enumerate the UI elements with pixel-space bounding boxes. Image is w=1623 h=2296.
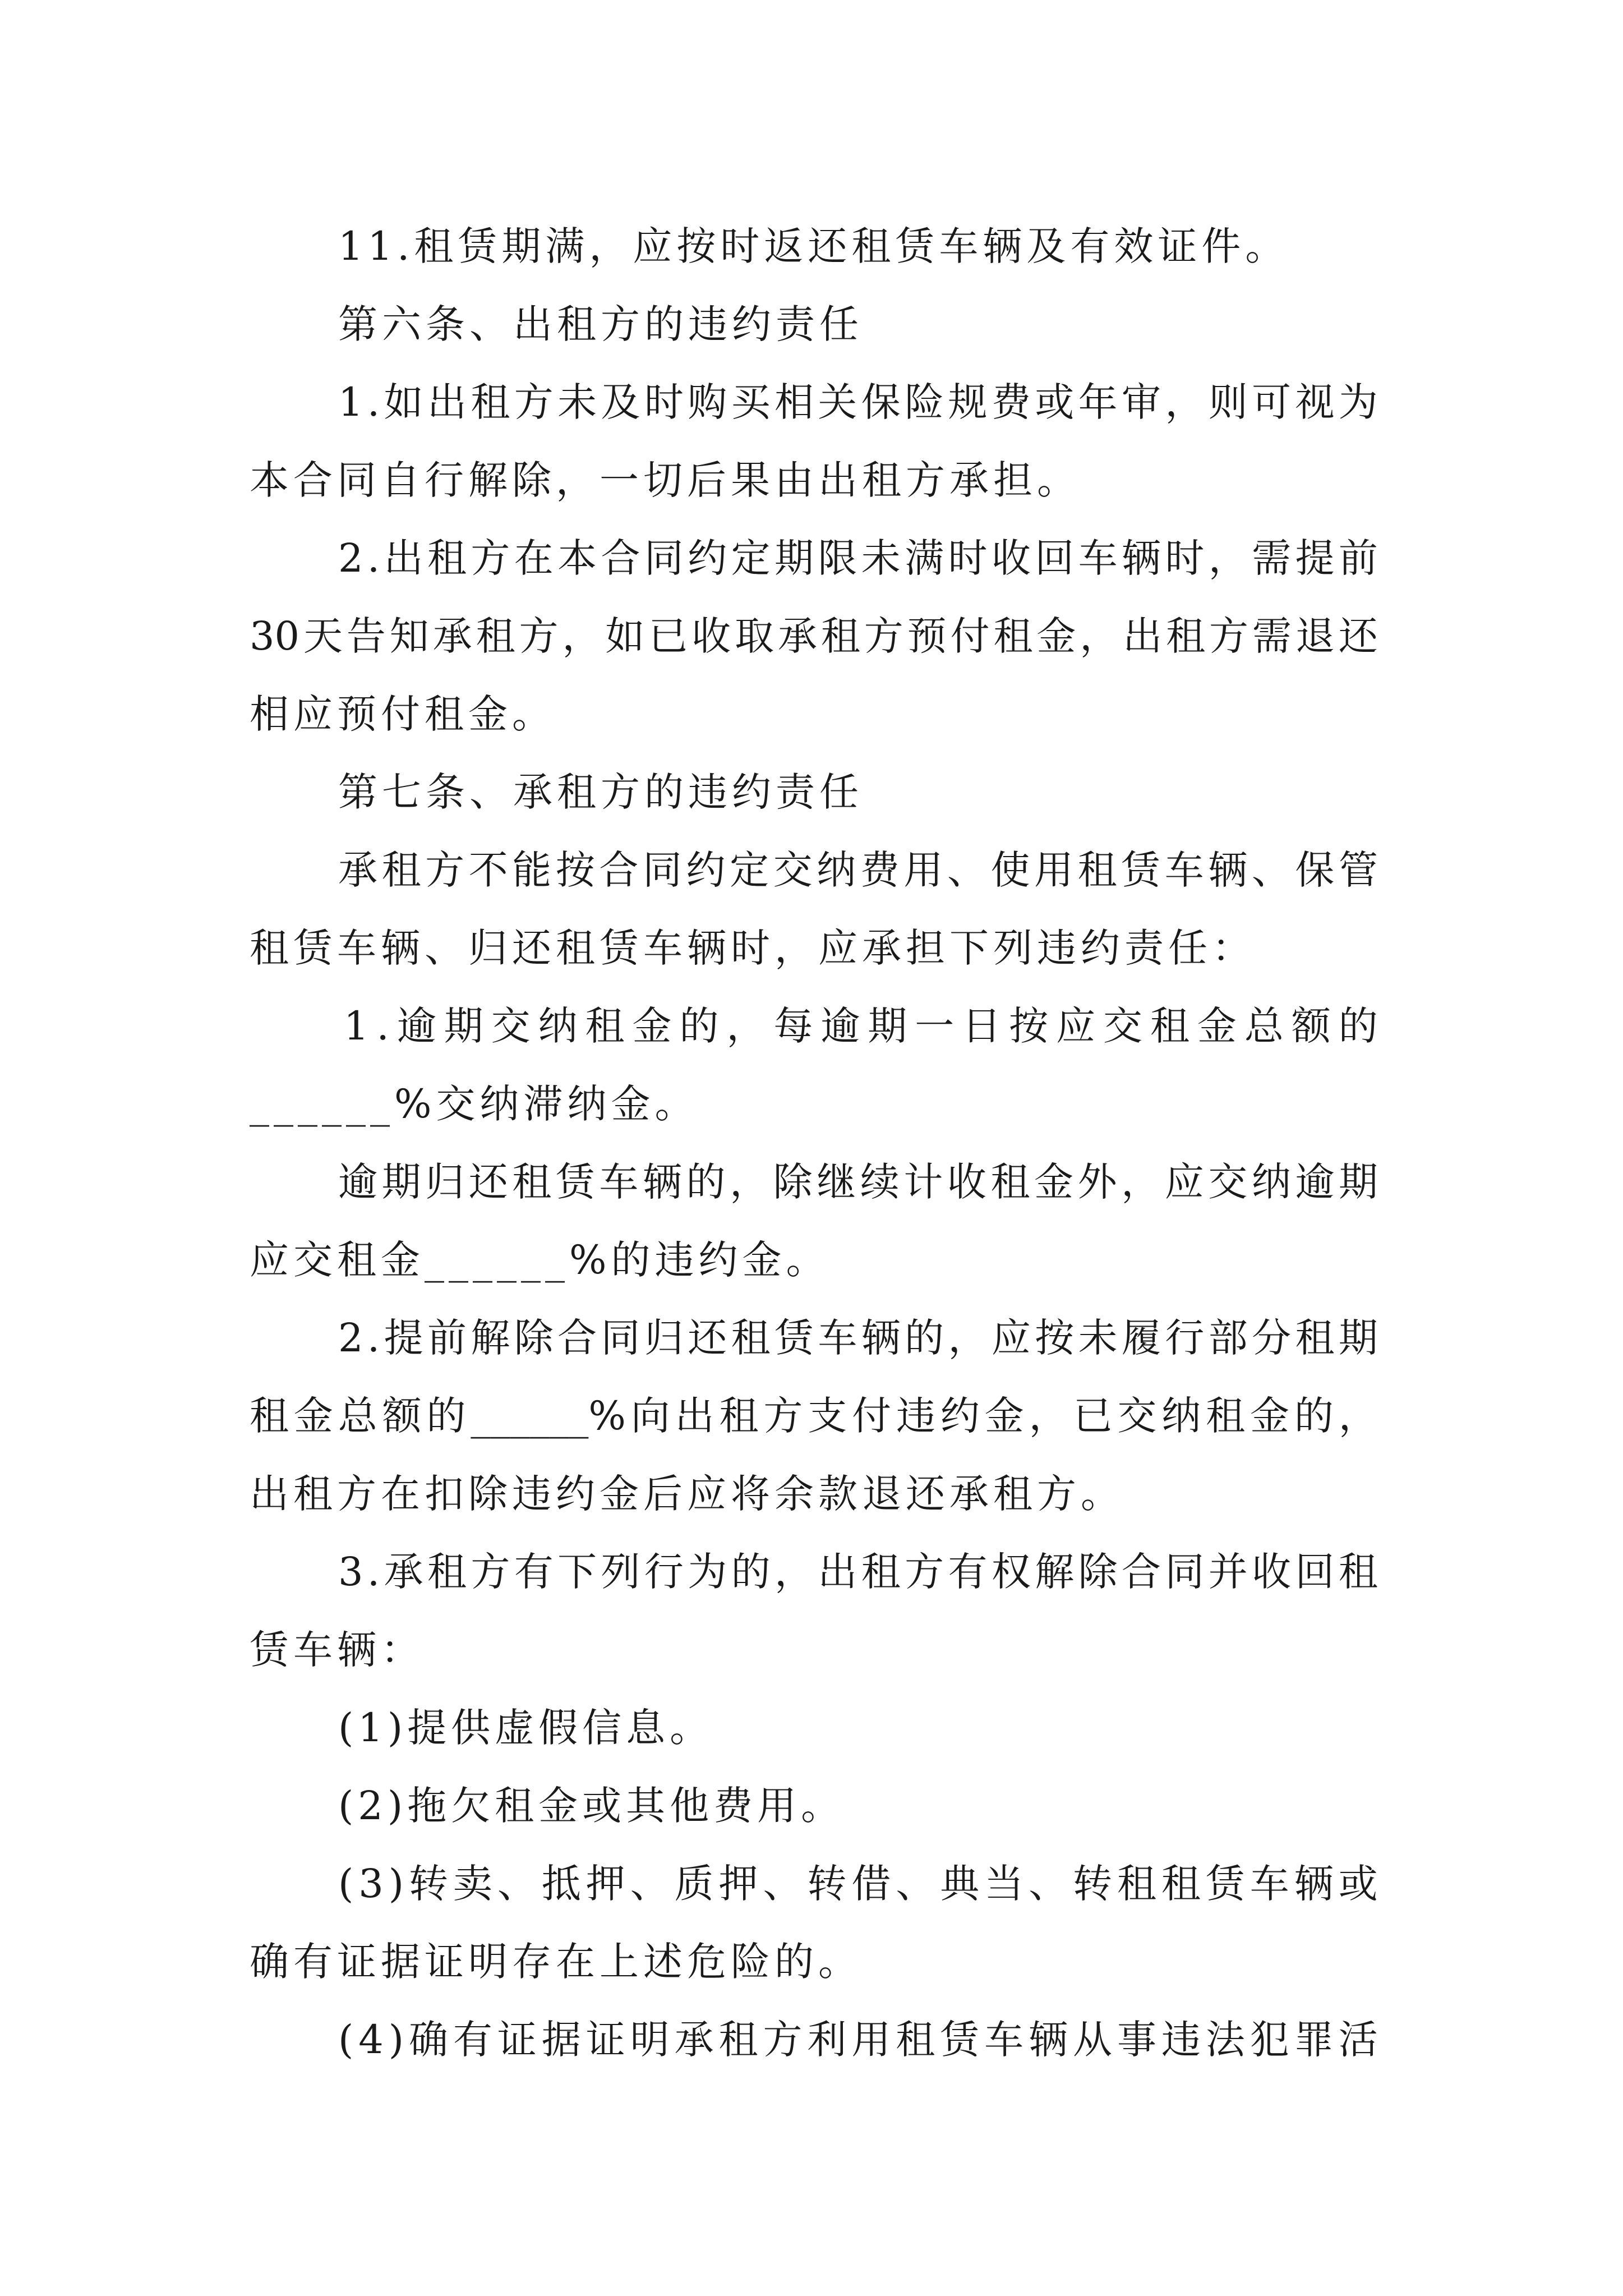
article-7-item-3-sub-3-line-2: 确有证据证明存在上述危险的。 [250, 1939, 862, 1985]
article-7-overdue-return-line-2: 应交租金______%的违约金。 [250, 1237, 830, 1283]
article-7-item-3-line-2: 赁车辆： [250, 1627, 425, 1673]
clause-11-return-vehicle: 11.租赁期满，应按时返还租赁车辆及有效证件。 [338, 223, 1289, 269]
article-7-heading: 第七条、承租方的违约责任 [338, 769, 863, 815]
article-7-intro-line-2: 租赁车辆、归还租赁车辆时，应承担下列违约责任： [250, 925, 1256, 971]
article-6-item-1-line-1: 1 . 如 出 租 方 未 及 时 购 买 相 关 保 险 规 费 或 年 审 ， 则 可 视 为 [338, 379, 1378, 425]
article-6-item-2-line-3: 相应预付租金。 [250, 691, 556, 737]
article-7-item-2-line-3: 出租方在扣除违约金后应将余款退还承租方。 [250, 1471, 1124, 1517]
article-6-item-2-line-2: 30 天 告 知 承 租 方 ， 如 已 收 取 承 租 方 预 付 租 金 ， 出 租 方 需 退 还 [250, 613, 1378, 659]
article-7-item-3-sub-4-line-1: ( 4 ) 确 有 证 据 证 明 承 租 方 利 用 租 赁 车 辆 从 事 违 法 犯 罪 活 [338, 2017, 1378, 2063]
article-7-item-1-line-1: 1 . 逾 期 交 纳 租 金 的 ， 每 逾 期 一 日 按 应 交 租 金 总 额 的 [344, 1003, 1378, 1049]
article-7-intro-line-1: 承 租 方 不 能 按 合 同 约 定 交 纳 费 用 、 使 用 租 赁 车 辆 、 保 管 [338, 847, 1378, 893]
article-7-item-3-sub-1: (1)提供虚假信息。 [338, 1705, 714, 1751]
article-7-item-3-sub-3-line-1: ( 3 ) 转 卖 、 抵 押 、 质 押 、 转 借 、 典 当 、 转 租 租 赁 车 辆 或 [338, 1861, 1378, 1907]
article-6-heading: 第六条、出租方的违约责任 [338, 301, 863, 347]
article-7-overdue-return-line-1: 逾 期 归 还 租 赁 车 辆 的 ， 除 继 续 计 收 租 金 外 ， 应 交 纳 逾 期 [338, 1159, 1378, 1205]
body-text [250, 208, 1378, 2079]
article-6-item-1-line-2: 本合同自行解除，一切后果由出租方承担。 [250, 457, 1081, 503]
article-7-item-1-line-2: ______%交纳滞纳金。 [250, 1081, 699, 1127]
article-7-item-2-line-1: 2 . 提 前 解 除 合 同 归 还 租 赁 车 辆 的 ， 应 按 未 履 行 部 分 租 期 [338, 1315, 1378, 1361]
article-7-item-3-sub-2: (2)拖欠租金或其他费用。 [338, 1783, 845, 1829]
article-7-item-2-line-2: 租 金 总 额 的 ______% 向 出 租 方 支 付 违 约 金 ， 已 交 纳 租 金 的 ， [250, 1393, 1378, 1439]
article-6-item-2-line-1: 2 . 出 租 方 在 本 合 同 约 定 期 限 未 满 时 收 回 车 辆 时 ， 需 提 前 [338, 535, 1378, 581]
article-7-item-3-line-1: 3 . 承 租 方 有 下 列 行 为 的 ， 出 租 方 有 权 解 除 合 同 并 收 回 租 [338, 1549, 1378, 1595]
